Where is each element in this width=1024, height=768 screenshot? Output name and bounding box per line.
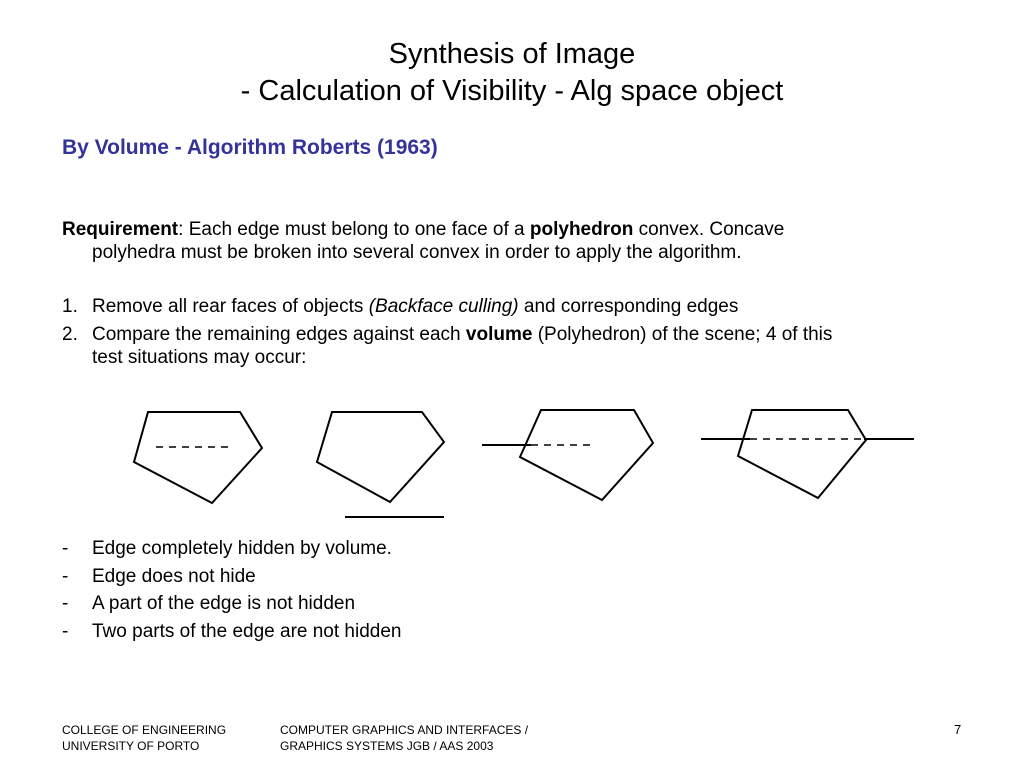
step-2-text-a: Compare the remaining edges against each (92, 324, 466, 345)
step-2 (62, 323, 992, 369)
step-2-text-b: (Polyhedron) of the scene; 4 of this (532, 324, 833, 345)
footer-course (280, 722, 528, 754)
list-item (62, 563, 402, 591)
slide-title (0, 36, 1024, 110)
bullet-dash: - (62, 565, 69, 587)
list-item (62, 535, 402, 563)
polygon-case-2 (317, 412, 444, 502)
requirement-text-b: convex. Concave (633, 219, 785, 240)
bullet-dash: - (62, 620, 69, 642)
step-2-bold-word: volume (465, 324, 533, 345)
requirement-line-2: polyhedra must be broken into several convex in order to apply the algorithm. (92, 242, 742, 263)
visibility-cases-diagram (0, 395, 1024, 530)
polygon-case-3 (520, 410, 653, 500)
cases-list (62, 535, 402, 645)
footer-mid-line-1: COMPUTER GRAPHICS AND INTERFACES / (280, 723, 529, 737)
polygon-case-1 (134, 412, 262, 503)
footer-mid-line-2: GRAPHICS SYSTEMS JGB / AAS 2003 (280, 739, 494, 753)
case-2-text: Edge does not hide (92, 565, 256, 587)
footer-institution (62, 722, 226, 754)
section-subtitle: By Volume - Algorithm Roberts (1963) (62, 136, 438, 159)
footer-left-line-2: UNIVERSITY OF PORTO (62, 739, 200, 753)
bullet-dash: - (62, 538, 69, 559)
footer-left-line-1: COLLEGE OF ENGINEERING (62, 723, 227, 737)
step-1-number: 1. (62, 296, 78, 317)
step-1-text-b: and corresponding edges (518, 296, 739, 317)
case-1-text: Edge completely hidden by volume. (92, 538, 392, 559)
requirement-text-a: : Each edge must belong to one face of a (178, 219, 530, 240)
requirement-paragraph (62, 218, 992, 264)
step-2-number: 2. (62, 324, 78, 345)
title-line-1: Synthesis of Image (388, 38, 636, 70)
polygon-case-4 (738, 410, 866, 498)
step-1 (62, 295, 738, 318)
list-item (62, 618, 402, 646)
requirement-label: Requirement (62, 219, 179, 240)
requirement-bold-word: polyhedron (529, 219, 634, 240)
list-item (62, 590, 402, 618)
page-number: 7 (954, 722, 962, 737)
step-2-line-2: test situations may occur: (92, 347, 307, 368)
title-line-2: - Calculation of Visibility - Alg space object (240, 75, 784, 107)
step-1-text-a: Remove all rear faces of objects (92, 296, 369, 317)
case-4-text: Two parts of the edge are not hidden (92, 620, 402, 642)
case-3-text: A part of the edge is not hidden (92, 593, 356, 614)
bullet-dash: - (62, 593, 69, 614)
step-1-italic: (Backface culling) (368, 296, 519, 317)
